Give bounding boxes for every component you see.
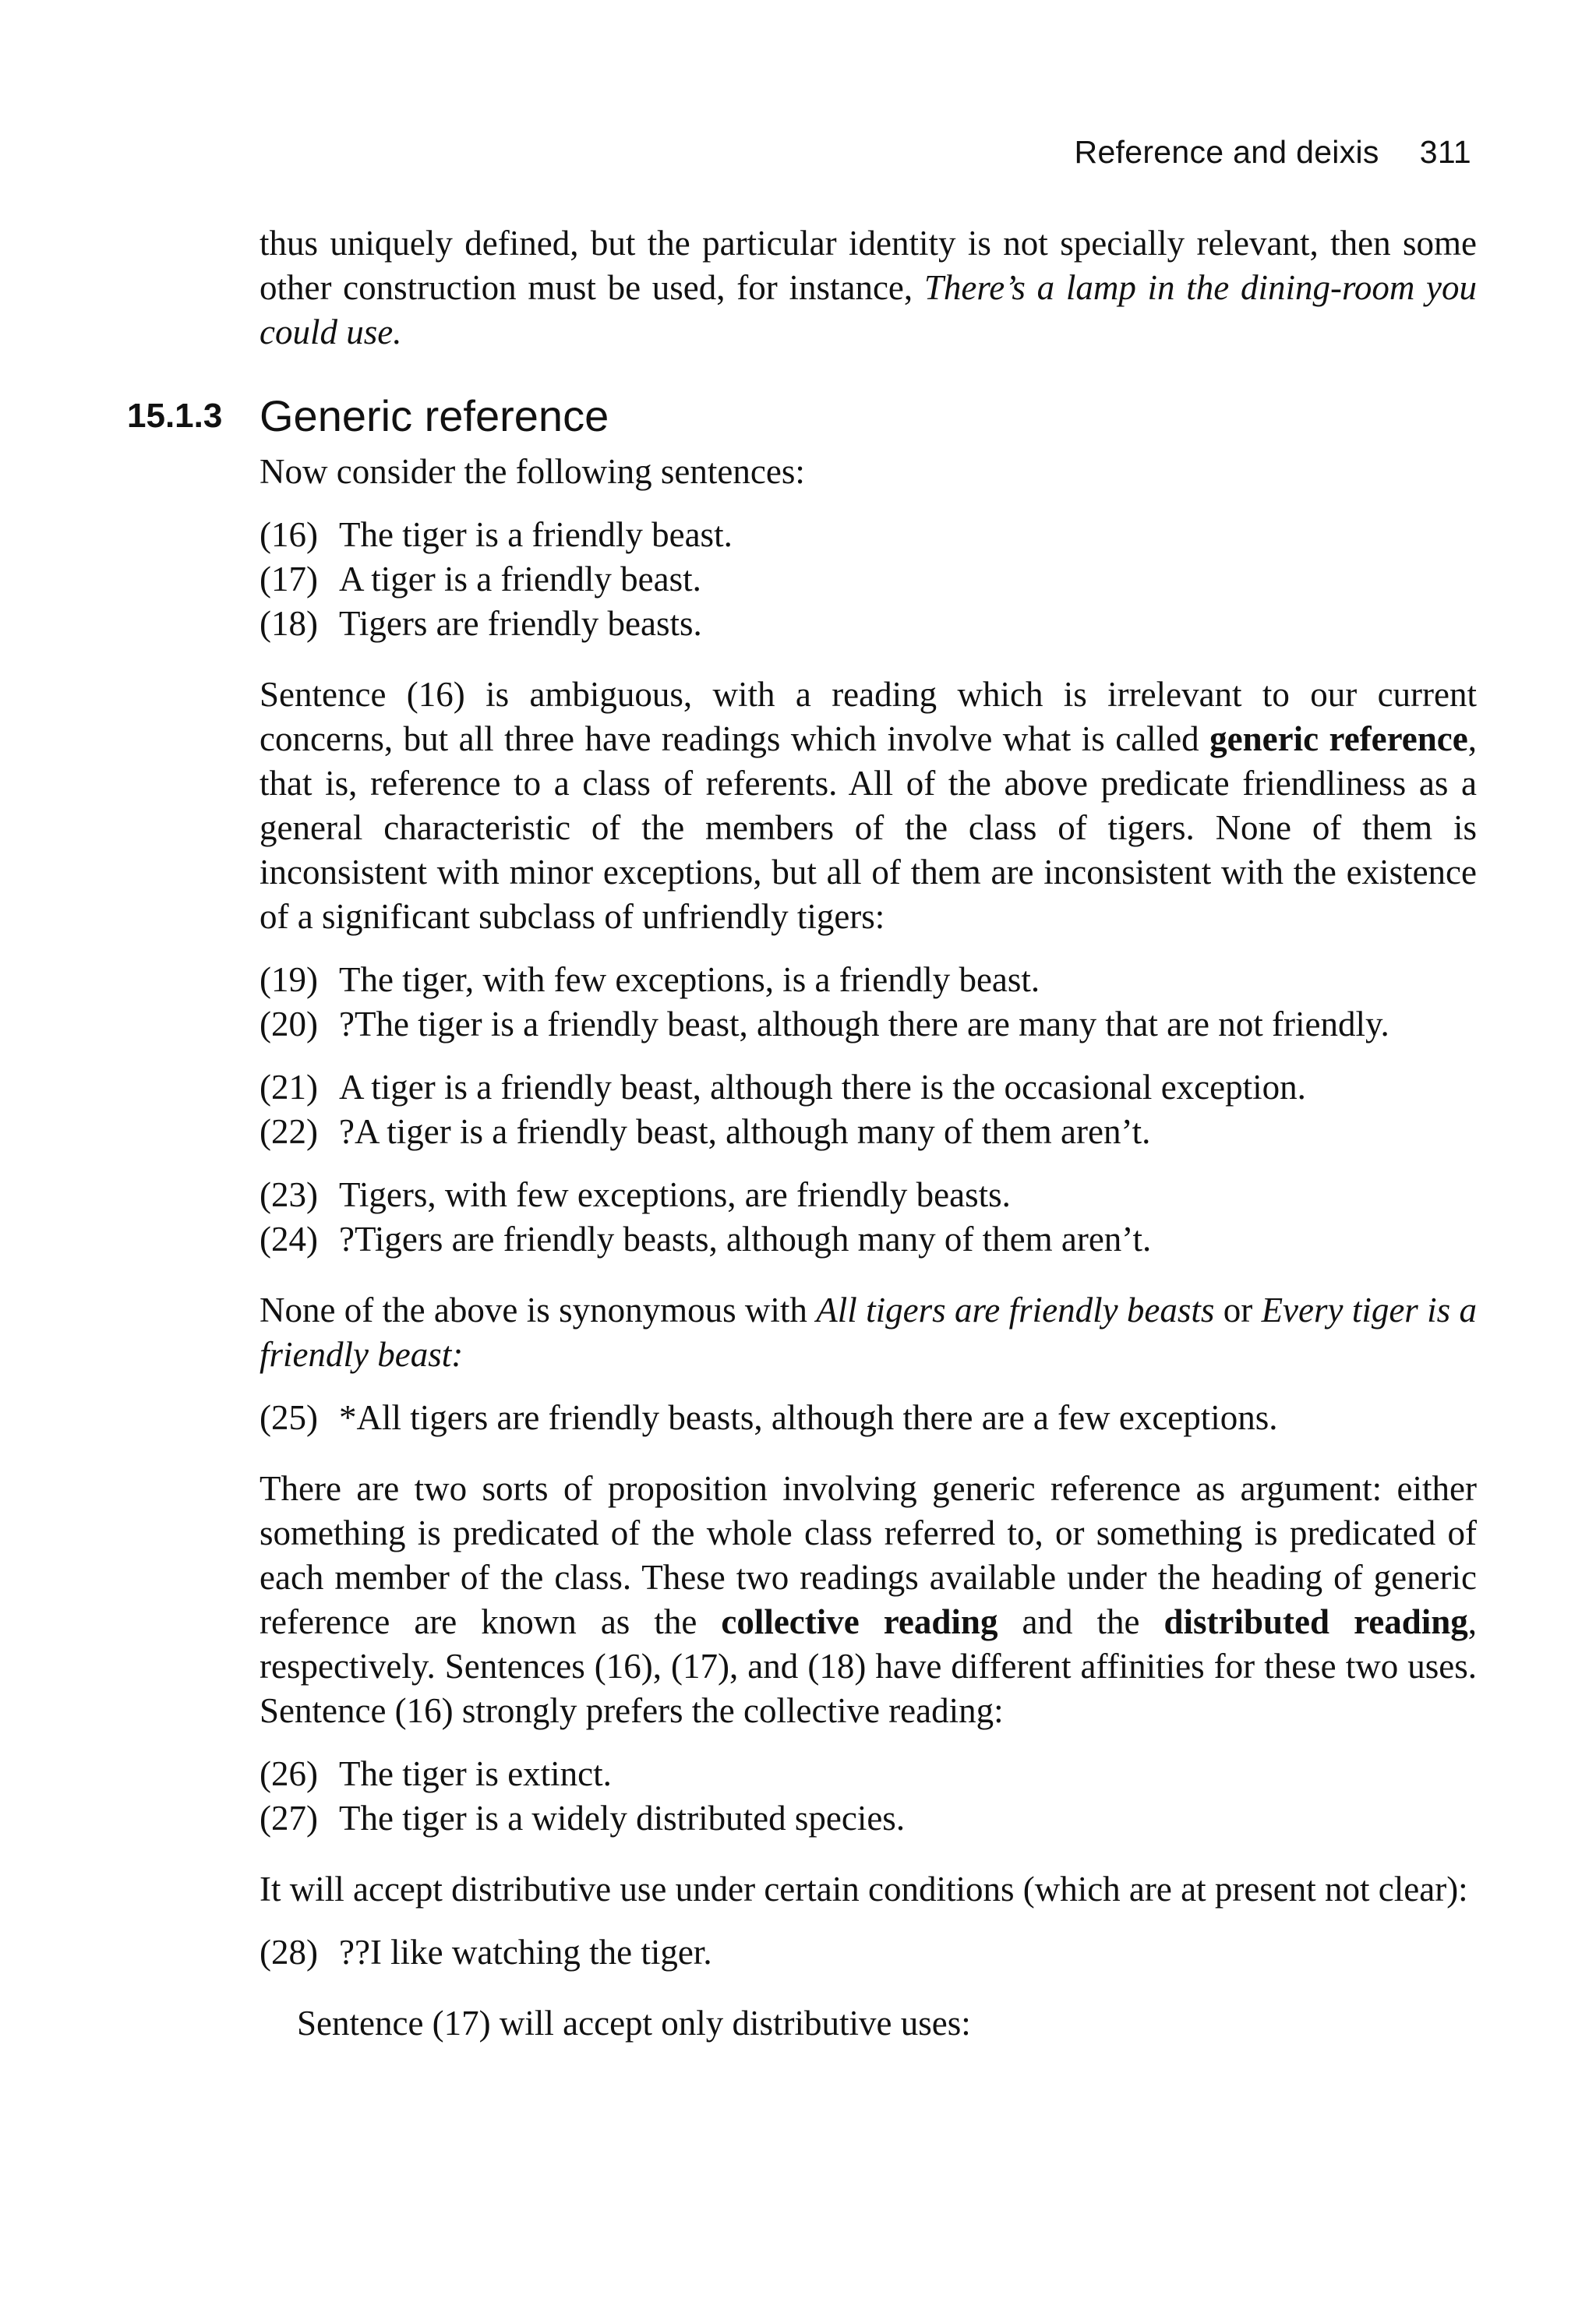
example-group-b bbox=[260, 958, 1477, 1047]
para-two-sorts bbox=[260, 1467, 1477, 1733]
para-synonymous bbox=[260, 1288, 1477, 1377]
example-number: (17) bbox=[260, 560, 318, 599]
page-number: 311 bbox=[1419, 134, 1471, 170]
intro-text: thus uniquely defined, but the particular identity is not specially relevant, then some other construction must be used, for instance, bbox=[260, 224, 1477, 307]
example-item bbox=[260, 513, 1477, 557]
example-number: (22) bbox=[260, 1112, 318, 1151]
example-item bbox=[260, 1396, 1477, 1440]
example-text: The tiger is a friendly beast. bbox=[339, 515, 733, 554]
example-item bbox=[260, 1065, 1477, 1110]
running-head-title: Reference and deixis bbox=[1074, 134, 1379, 170]
example-text: Tigers are friendly beasts. bbox=[339, 604, 702, 643]
para-consider: Now consider the following sentences: bbox=[260, 452, 805, 491]
example-text: The tiger, with few exceptions, is a friendly beast. bbox=[339, 960, 1040, 999]
example-group-a bbox=[260, 513, 1477, 646]
example-text: A tiger is a friendly beast. bbox=[339, 560, 701, 599]
para-two-sorts-text-3: , respectively. Sentences (16), (17), and (18) have different affinities for these two uses. Sentence (16) strongly prefers the collective reading: bbox=[260, 1602, 1478, 1730]
example-item bbox=[260, 557, 1477, 602]
para-ambiguous bbox=[260, 673, 1477, 939]
example-number: (26) bbox=[260, 1754, 318, 1793]
example-item bbox=[260, 1752, 1477, 1796]
example-group-d bbox=[260, 1173, 1477, 1262]
example-number: (18) bbox=[260, 604, 318, 643]
example-number: (25) bbox=[260, 1398, 318, 1437]
example-number: (28) bbox=[260, 1933, 318, 1972]
example-number: (24) bbox=[260, 1220, 318, 1259]
term-distributed-reading: distributed reading bbox=[1163, 1602, 1468, 1641]
example-group-c bbox=[260, 1065, 1477, 1154]
example-item bbox=[260, 602, 1477, 646]
para-synonymous-text-2: or bbox=[1214, 1291, 1262, 1330]
example-number: (16) bbox=[260, 515, 318, 554]
example-group-f bbox=[260, 1752, 1477, 1841]
example-item bbox=[260, 1217, 1477, 1262]
example-text: Tigers, with few exceptions, are friendly beasts. bbox=[339, 1175, 1011, 1214]
intro-example-italic: There’s a lamp in the dining-room you could use. bbox=[260, 268, 1478, 351]
example-number: (20) bbox=[260, 1005, 318, 1044]
example-number: (23) bbox=[260, 1175, 318, 1214]
example-item bbox=[260, 1173, 1477, 1217]
example-text: A tiger is a friendly beast, although there is the occasional exception. bbox=[339, 1068, 1306, 1107]
intro-paragraph bbox=[260, 221, 1477, 355]
example-text: The tiger is a widely distributed species. bbox=[339, 1799, 906, 1838]
example-number: (19) bbox=[260, 960, 318, 999]
example-text: ??I like watching the tiger. bbox=[339, 1933, 712, 1972]
section-heading bbox=[127, 383, 1477, 450]
example-item bbox=[260, 1110, 1477, 1154]
para-accept: It will accept distributive use under certain conditions (which are at present not clear): bbox=[260, 1870, 1468, 1909]
example-group-g bbox=[260, 1930, 1477, 1975]
example-text: ?Tigers are friendly beasts, although many of them aren’t. bbox=[339, 1220, 1152, 1259]
example-text: ?A tiger is a friendly beast, although many of them aren’t. bbox=[339, 1112, 1151, 1151]
example-text: *All tigers are friendly beasts, although there are a few exceptions. bbox=[339, 1398, 1278, 1437]
para-two-sorts-text: There are two sorts of proposition involving generic reference as argument: either something is predicated of the whole class referred to, or something is predicated of each member of the class. These two readings available under the heading of generic reference are known as the bbox=[260, 1469, 1477, 1641]
para-ambiguous-text-2: , that is, reference to a class of referents. All of the above predicate friendliness as a general characteristic of the members of the class of tigers. None of them is inconsistent with minor exceptions, but all of them are inconsistent with the existence of a significant subclass of unfriendly tigers: bbox=[260, 719, 1477, 936]
example-every-tiger: Every tiger is a friendly beast: bbox=[260, 1291, 1477, 1374]
para-synonymous-text: None of the above is synonymous with bbox=[260, 1291, 817, 1330]
para-ambiguous-text: Sentence (16) is ambiguous, with a reading which is irrelevant to our current concerns, but all three have readings which involve what is called bbox=[260, 675, 1477, 758]
example-item bbox=[260, 1930, 1477, 1975]
term-collective-reading: collective reading bbox=[721, 1602, 998, 1641]
example-all-tigers: All tigers are friendly beasts bbox=[816, 1291, 1215, 1330]
page-body bbox=[127, 221, 1478, 2046]
section-number: 15.1.3 bbox=[127, 397, 223, 435]
example-text: The tiger is extinct. bbox=[339, 1754, 612, 1793]
example-item bbox=[260, 1796, 1477, 1841]
example-item bbox=[260, 1002, 1477, 1047]
example-number: (21) bbox=[260, 1068, 318, 1107]
example-text: ?The tiger is a friendly beast, although there are many that are not friendly. bbox=[339, 1005, 1389, 1044]
example-group-e bbox=[260, 1396, 1477, 1440]
example-item bbox=[260, 958, 1477, 1002]
para-final: Sentence (17) will accept only distributive uses: bbox=[297, 2004, 971, 2043]
section-title: Generic reference bbox=[260, 391, 609, 440]
term-generic-reference: generic reference bbox=[1209, 719, 1468, 758]
para-two-sorts-text-2: and the bbox=[998, 1602, 1164, 1641]
running-head bbox=[1075, 134, 1471, 171]
example-number: (27) bbox=[260, 1799, 318, 1838]
